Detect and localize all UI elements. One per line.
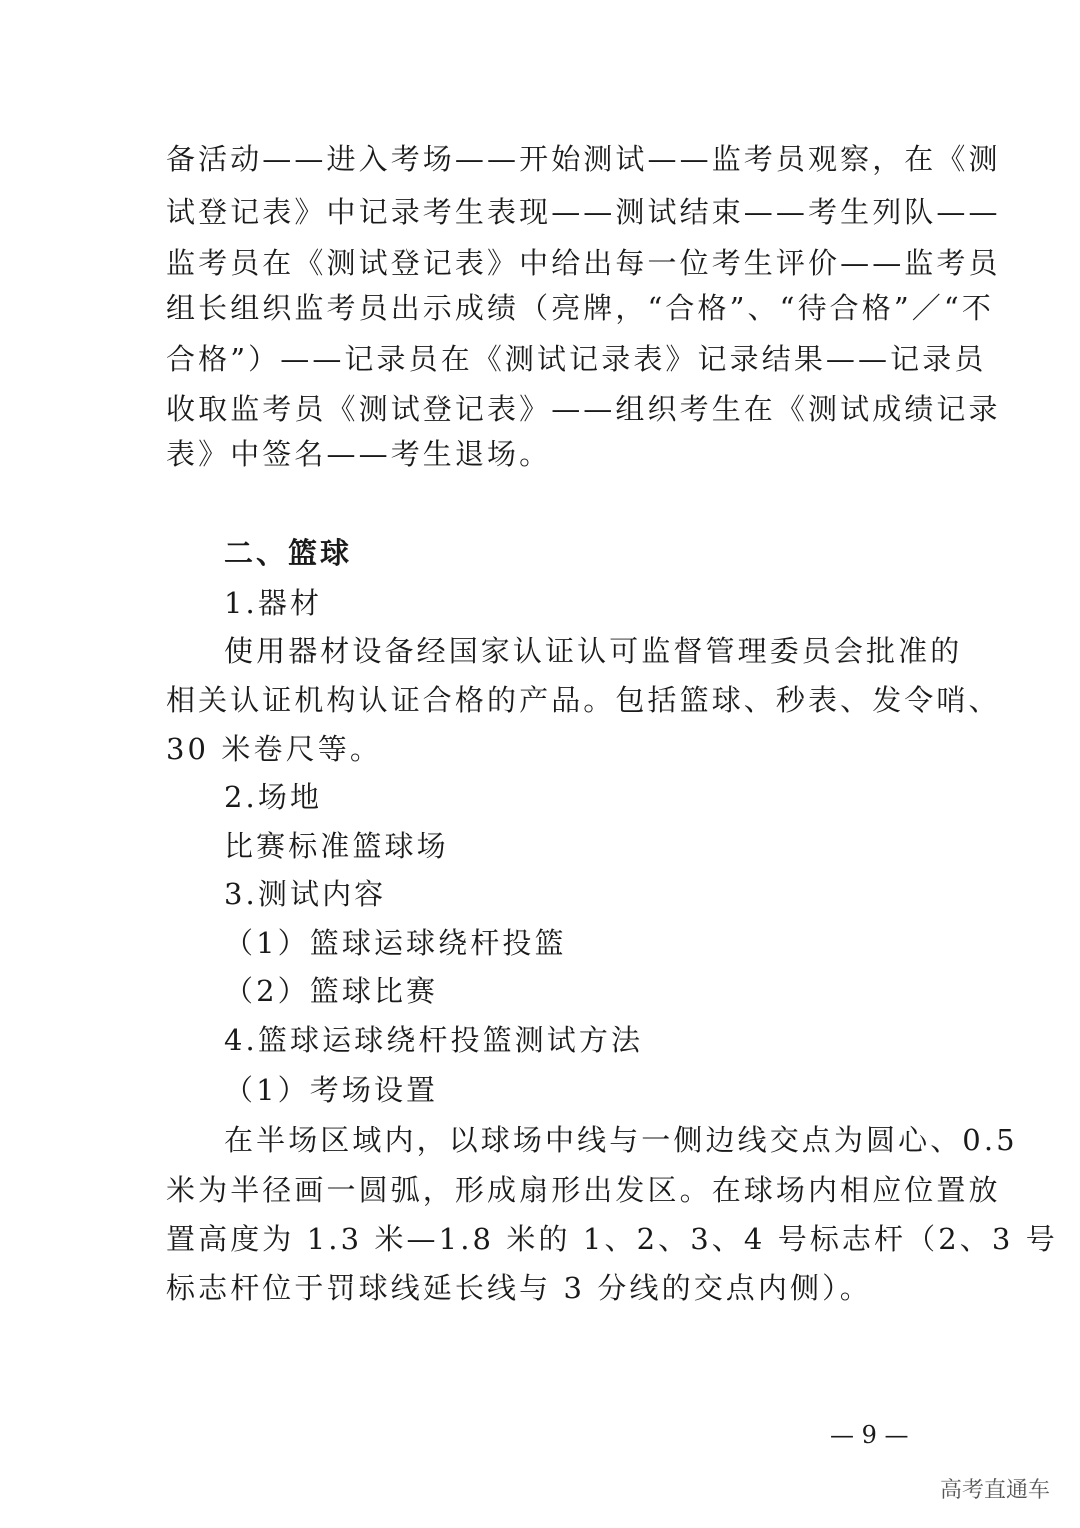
item-title: 1.器材 bbox=[224, 586, 323, 620]
paragraph-line: 在半场区域内，以球场中线与一侧边线交点为圆心、0.5 bbox=[224, 1123, 1018, 1157]
item-title: 3.测试内容 bbox=[224, 877, 387, 911]
paragraph-line: 米为半径画一圆弧，形成扇形出发区。在球场内相应位置放 bbox=[166, 1173, 1001, 1207]
paragraph-line: 相关认证机构认证合格的产品。包括篮球、秒表、发令哨、 bbox=[166, 683, 1001, 717]
paragraph-line: 收取监考员《测试登记表》——组织考生在《测试成绩记录 bbox=[166, 392, 1001, 426]
paragraph-line: 使用器材设备经国家认证认可监督管理委员会批准的 bbox=[224, 634, 963, 668]
paragraph-line: 表》中签名——考生退场。 bbox=[166, 437, 552, 471]
watermark: 高考直通车 bbox=[940, 1478, 1051, 1503]
paragraph-line: 标志杆位于罚球线延长线与 3 分线的交点内侧）。 bbox=[166, 1271, 872, 1305]
paragraph-line: 试登记表》中记录考生表现——测试结束——考生列队—— bbox=[166, 195, 1001, 229]
sub-item: （2）篮球比赛 bbox=[224, 974, 439, 1008]
item-title: 4.篮球运球绕杆投篮测试方法 bbox=[224, 1023, 644, 1057]
sub-item: （1）篮球运球绕杆投篮 bbox=[224, 926, 567, 960]
page-number: — 9 — bbox=[830, 1421, 909, 1449]
sub-item: （1）考场设置 bbox=[224, 1073, 439, 1107]
paragraph-line: 比赛标准篮球场 bbox=[224, 829, 449, 863]
paragraph-line: 30 米卷尺等。 bbox=[166, 732, 382, 766]
paragraph-line: 置高度为 1.3 米—1.8 米的 1、2、3、4 号标志杆（2、3 号 bbox=[166, 1222, 1058, 1256]
paragraph-line: 组长组织监考员出示成绩（亮牌，“合格”、“待合格”／“不 bbox=[166, 291, 994, 325]
paragraph-line: 备活动——进入考场——开始测试——监考员观察，在《测 bbox=[166, 142, 1001, 176]
section-heading: 二、篮球 bbox=[224, 536, 353, 570]
paragraph-line: 合格”）——记录员在《测试记录表》记录结果——记录员 bbox=[166, 342, 987, 376]
paragraph-line: 监考员在《测试登记表》中给出每一位考生评价——监考员 bbox=[166, 246, 1001, 280]
item-title: 2.场地 bbox=[224, 780, 323, 814]
